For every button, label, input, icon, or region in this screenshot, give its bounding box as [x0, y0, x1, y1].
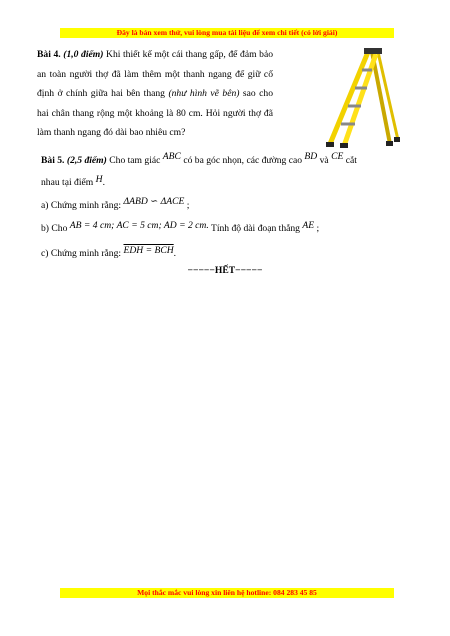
- triangle-abc: ABC: [162, 151, 181, 162]
- end-marker: −−−−−HẾT−−−−−: [187, 265, 263, 276]
- part-a-end: ;: [184, 200, 190, 211]
- point-h: H: [95, 174, 103, 185]
- problem-4-text-1: Khi thiết kế một cái thang gấp, để đảm bảo an toàn người thợ đã làm thêm một thanh ngang để giữ cố định ở chính giữa hai bên thang: [37, 49, 273, 100]
- problem-4: [37, 45, 273, 143]
- ladder-image: [320, 48, 400, 148]
- problem-5-and: và: [317, 155, 332, 166]
- problem-5-line-2-dot: .: [102, 177, 105, 188]
- problem-5-cut: cắt: [343, 155, 357, 166]
- part-a-math: ΔABD ∽ ΔACE: [123, 196, 185, 207]
- part-b-math: AB = 4 cm; AC = 5 cm; AD = 2 cm.: [69, 220, 209, 231]
- problem-5-points: (2,5 điểm): [66, 155, 107, 166]
- part-b-text: b) Cho: [41, 223, 70, 234]
- problem-5-part-a: [41, 196, 190, 211]
- top-banner: Đây là bản xem thử, vui lòng mua tài liệu để xem chi tiết (có lời giải): [60, 28, 394, 38]
- part-a-text: a) Chứng minh rằng:: [41, 200, 124, 211]
- problem-5-line-2-text: nhau tại điểm: [41, 177, 96, 188]
- problem-5-line-1: [41, 151, 357, 166]
- altitude-bd: BD: [304, 151, 318, 162]
- problem-4-text-2: sao cho hai chân thang rộng một khoảng là 80 cm. Hỏi người thợ đã làm thanh ngang đó dài bao nhiêu cm?: [37, 88, 274, 139]
- problem-5-intro-a: Cho tam giác: [106, 155, 163, 166]
- part-b-mid: Tính độ dài đoạn thẳng: [208, 223, 303, 234]
- problem-4-italic: (như hình vẽ bên): [168, 88, 240, 100]
- bottom-banner: Mọi thắc mắc vui lòng xin liên hệ hotline: 084 283 45 85: [60, 588, 394, 598]
- problem-5-intro-b: có ba góc nhọn, các đường cao: [180, 155, 305, 166]
- problem-4-points: (1,0 điểm): [63, 49, 104, 60]
- problem-5-part-b: [41, 220, 320, 234]
- altitude-ce: CE: [331, 151, 344, 162]
- problem-4-label: Bài 4.: [37, 49, 61, 60]
- part-c-end: .: [173, 248, 177, 259]
- part-b-end: ;: [314, 223, 320, 234]
- problem-5-part-c: [41, 245, 177, 259]
- part-c-text: c) Chứng minh rằng:: [41, 248, 124, 259]
- part-c-math: EDH = BCH: [123, 245, 174, 256]
- segment-ae: AE: [302, 220, 315, 231]
- problem-5-label: Bài 5.: [41, 155, 65, 166]
- problem-5-line-2: [41, 174, 105, 188]
